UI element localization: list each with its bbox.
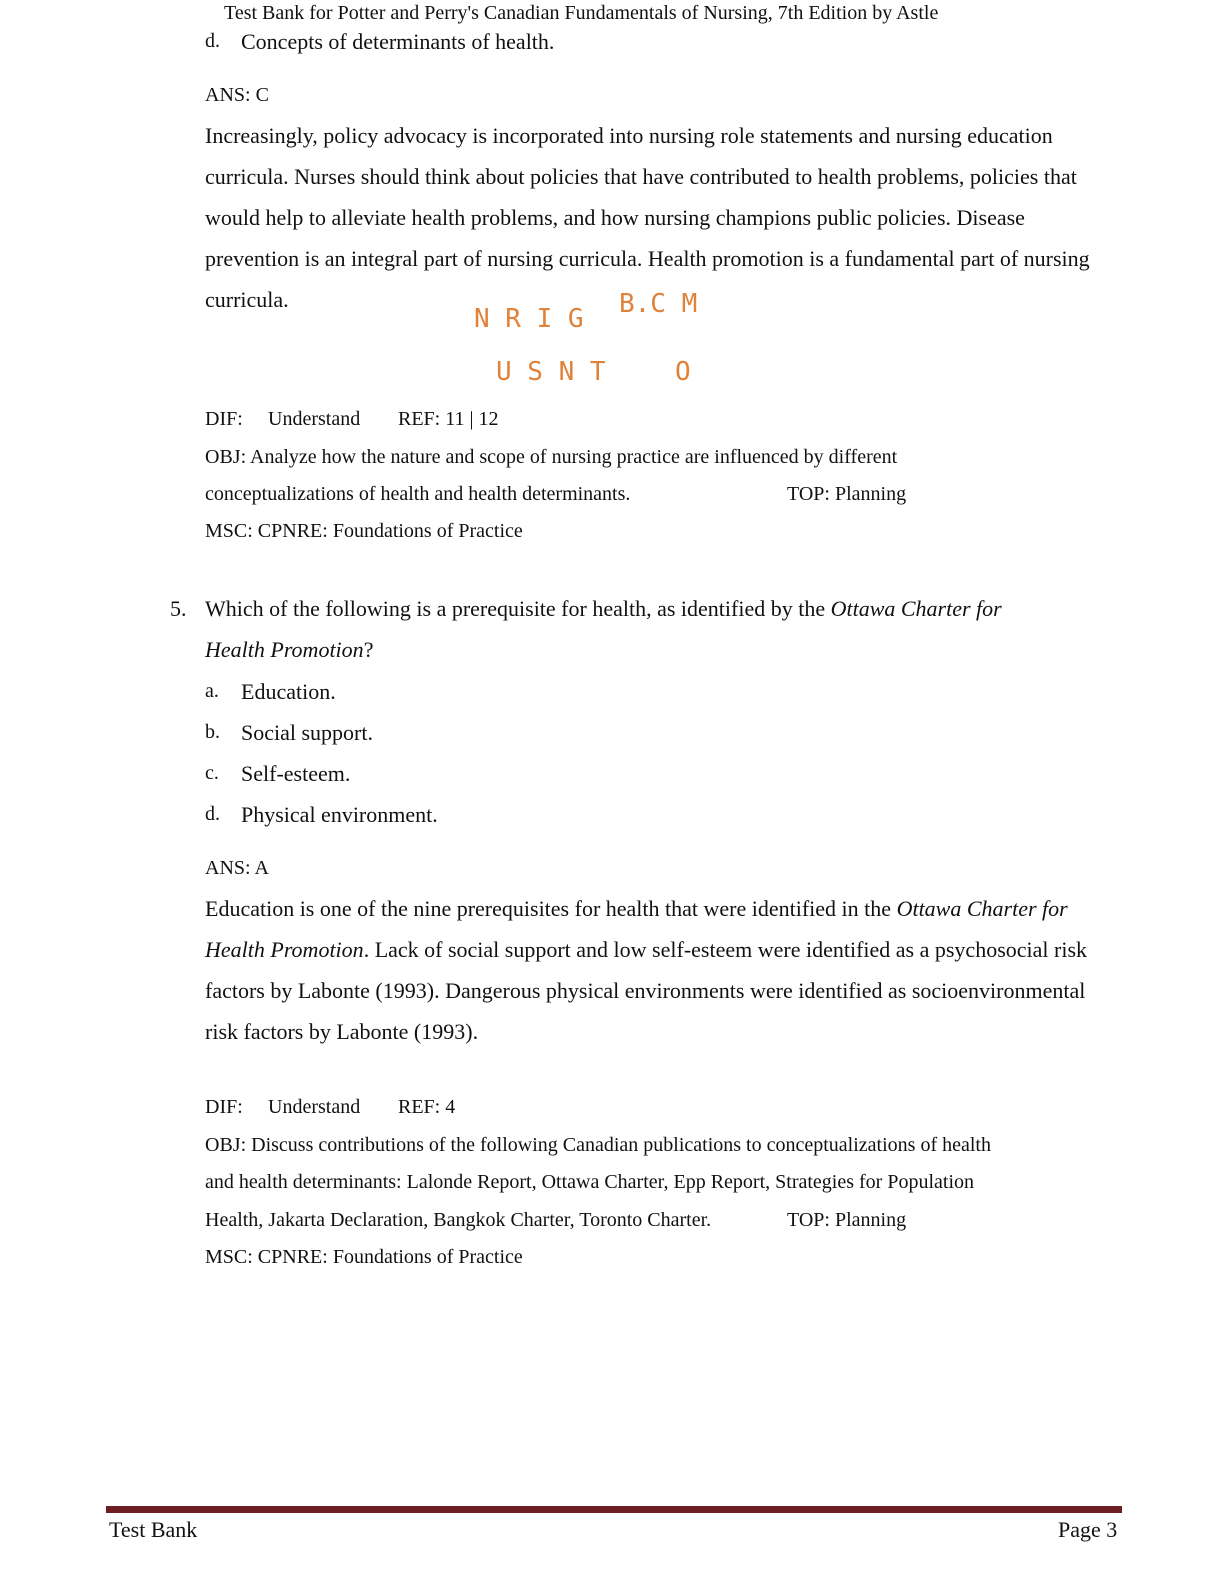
footer-rule xyxy=(106,1506,1122,1513)
page-header-title: Test Bank for Potter and Perry's Canadian Fundamentals of Nursing, 7th Edition by Astle xyxy=(224,2,939,24)
reference: REF: 4 xyxy=(398,1096,456,1118)
question-stem-line-1 xyxy=(205,596,1002,622)
page-number: Page 3 xyxy=(1058,1517,1118,1542)
watermark-row2-left: U S N T xyxy=(496,357,606,387)
option-letter-c: c. xyxy=(205,762,219,784)
difficulty-label: DIF: xyxy=(205,1096,243,1118)
option-text-d: Concepts of determinants of health. xyxy=(241,29,555,54)
question-number: 5. xyxy=(170,596,187,621)
objective-line-3: Health, Jakarta Declaration, Bangkok Charter, Toronto Charter. xyxy=(205,1209,712,1231)
rationale-italic-2: for Health Promotion xyxy=(205,896,1068,962)
difficulty-value: Understand xyxy=(268,1096,361,1118)
topic: TOP: Planning xyxy=(787,1209,907,1231)
option-letter-b: b. xyxy=(205,721,220,743)
msc-category: MSC: CPNRE: Foundations of Practice xyxy=(205,1246,523,1268)
objective-line-1: OBJ: Discuss contributions of the following Canadian publications to conceptualizations of health xyxy=(205,1134,991,1156)
reference: REF: 11 | 12 xyxy=(398,408,499,430)
footer-left-label: Test Bank xyxy=(109,1517,198,1542)
option-text-b: Social support. xyxy=(241,720,373,745)
difficulty-label: DIF: xyxy=(205,408,243,430)
question-stem-line-2 xyxy=(205,637,373,663)
objective-line-2: and health determinants: Lalonde Report, Ottawa Charter, Epp Report, Strategies for Population xyxy=(205,1171,974,1193)
watermark-row1-right: B.C M xyxy=(619,289,698,319)
difficulty-value: Understand xyxy=(268,408,361,430)
rationale-text-2: . Lack of social support and low self-esteem were identified as a psychosocial risk factors by Labonte (1993). Dangerous physical environments were identified as socioenvironmental risk factors by Labonte (1993). xyxy=(205,937,1088,1044)
stem-italic-title-1: Ottawa Charter for xyxy=(830,596,1002,621)
objective-line-1: OBJ: Analyze how the nature and scope of nursing practice are influenced by different xyxy=(205,446,898,468)
option-text-d: Physical environment. xyxy=(241,802,438,827)
option-letter-d: d. xyxy=(205,30,220,52)
stem-end: ? xyxy=(363,637,374,662)
rationale-text-1: Education is one of the nine prerequisites for health that were identified in the xyxy=(205,896,897,921)
topic: TOP: Planning xyxy=(787,483,907,505)
answer-rationale xyxy=(205,888,1110,1052)
watermark-row2-right: O xyxy=(675,357,691,387)
option-letter-d: d. xyxy=(205,803,220,825)
option-text-a: Education. xyxy=(241,679,336,704)
stem-text: Which of the following is a prerequisite for health, as identified by the xyxy=(205,596,831,621)
answer-rationale: Increasingly, policy advocacy is incorporated into nursing role statements and nursing education curricula. Nurses should think about policies that have contributed to health problems, policies that would help to alleviate health problems, and how nursing champions public policies. Disease prevention is an integral part of nursing curricula. Health promotion is a fundamental part of nursing curricula. xyxy=(205,123,1090,312)
objective-line-2: conceptualizations of health and health determinants. xyxy=(205,483,631,505)
option-letter-a: a. xyxy=(205,680,219,702)
option-text-c: Self-esteem. xyxy=(241,761,351,786)
rationale-italic-1: Ottawa Charter xyxy=(896,896,1037,921)
msc-category: MSC: CPNRE: Foundations of Practice xyxy=(205,520,523,542)
watermark-row1-left: N R I G xyxy=(474,304,584,334)
stem-italic-title-2: Health Promotion xyxy=(205,637,364,662)
answer-key: ANS: A xyxy=(205,857,269,879)
answer-key: ANS: C xyxy=(205,84,269,106)
